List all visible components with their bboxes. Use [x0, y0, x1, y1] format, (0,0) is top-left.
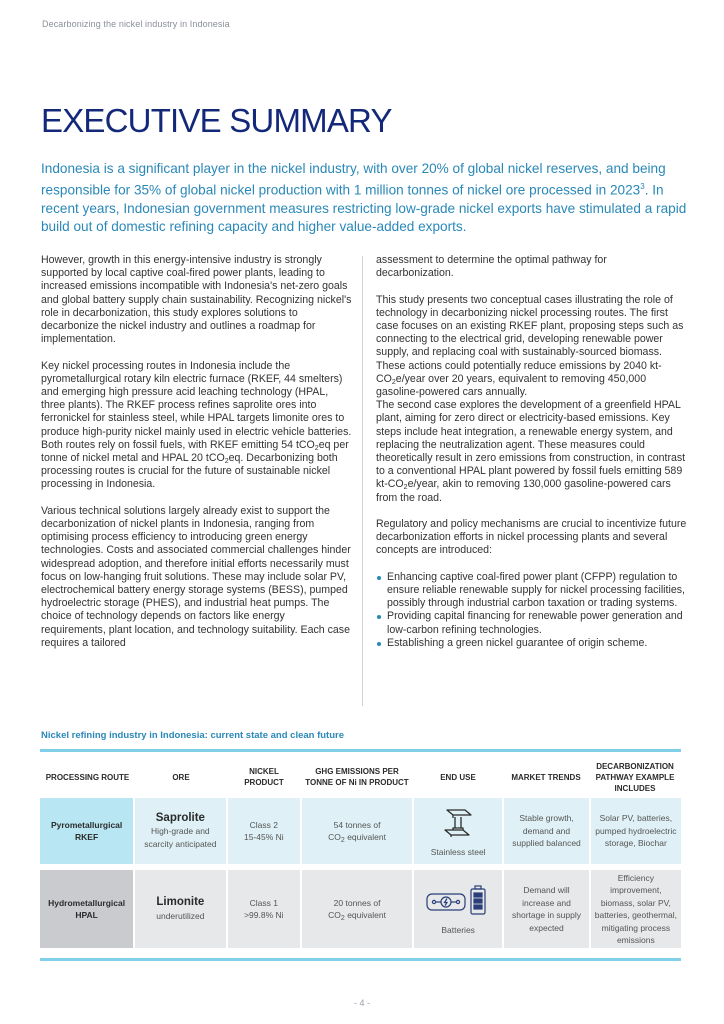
end-use-label: Batteries	[441, 925, 475, 936]
emissions-unit: $CO_2$ equivalent	[328, 910, 386, 922]
table-top-rule	[40, 749, 681, 752]
product-cell	[228, 870, 301, 948]
column-header: ORE	[172, 772, 190, 782]
market-cell: Stable growth, demand and supplied balanced	[504, 798, 588, 864]
left-column	[41, 254, 352, 663]
pathway-cell: Solar PV, batteries, pumped hydroelectric storage, Biochar	[591, 798, 681, 864]
paragraph: Various technical solutions largely already exist to support the decarbonization of nickel plants in Indonesia, ranging from optimising process efficiency to introducing green energy technologies. Costs and associated commercial challenges hinder widespread adoption, and therefore initial efforts necessarily must focus on low-hanging fruit solutions. These may include solar PV, electrochemical battery energy storage systems (BESS), pumped hydroelectric storage (PHES), and industrial heat pumps. The choice of technology depends on factors like energy requirements, plant location, and technology suitability. Each case requires a tailored	[41, 504, 351, 649]
route-cell: Pyrometallurgical RKEF	[40, 798, 133, 864]
paragraph: Key nickel processing routes in Indonesia include the pyrometallurgical rotary kiln electric furnace (RKEF, 44 smelters) and emerging high pressure acid leaching technology (HPAL, three plants). The RKEF process refines saprolite ores into ferronickel for stainless steel, while HPAL targets limonite ores to produce high-purity nickel mainly used in electric vehicle batteries. Both routes rely on fossil fuels, with RKEF emitting 54 tCO$_2$eq per tonne of nickel metal and HPAL 20 tCO$_2$eq. Decarbonizing both processing routes is crucial for the future of sustainable nickel processing in Indonesia.	[41, 359, 352, 491]
ore-description: underutilized	[156, 910, 205, 921]
bullet-list	[376, 571, 687, 650]
column-header: GHG EMISSIONS PER TONNE OF Ni IN PRODUCT	[305, 767, 409, 787]
end-use-label: Stainless steel	[430, 847, 486, 858]
steel-beam-icon	[441, 803, 475, 843]
emissions-value: 54 tonnes of	[333, 819, 381, 830]
pathway-cell: Efficiency improvement, biomass, solar PV, batteries, geothermal, mitigating process emissions	[591, 870, 681, 948]
battery-icon	[425, 881, 491, 921]
footnote-ref: 3	[640, 182, 645, 192]
ore-cell	[135, 870, 225, 948]
emissions-unit: $CO_2$ equivalent	[328, 832, 386, 844]
emissions-cell	[302, 798, 412, 864]
product-cell	[228, 798, 301, 864]
list-item: Establishing a green nickel guarantee of origin scheme.	[376, 637, 687, 650]
table-title: Nickel refining industry in Indonesia: current state and clean future	[41, 730, 345, 741]
ore-cell	[135, 798, 225, 864]
list-item: Providing capital financing for renewable power generation and low-carbon refining technologies.	[376, 610, 687, 636]
ore-description: High-grade and scarcity anticipated	[144, 826, 217, 849]
product-purity: 15-45% Ni	[243, 832, 284, 842]
paragraph: However, growth in this energy-intensive industry is strongly supported by local captive coal-fired power plants, leading to increased emissions incompatible with Indonesia's net-zero goals and global battery supply chain sustainability. Recognizing nickel's role in decarbonization, this study explores solutions to decarbonize the nickel industry and outlines a roadmap for implementation.	[41, 254, 352, 346]
ore-name: Limonite	[156, 896, 205, 908]
column-header: PROCESSING ROUTE	[45, 772, 130, 782]
table-row	[40, 798, 681, 864]
paragraph: Regulatory and policy mechanisms are crucial to incentivize future decarbonization efforts in nickel processing plants and several concepts are introduced:	[376, 518, 687, 557]
column-divider	[362, 256, 363, 706]
market-cell: Demand will increase and shortage in supply expected	[504, 870, 588, 948]
list-item: Enhancing captive coal-fired power plant (CFPP) regulation to ensure reliable renewable supply for nickel processing facilities, possibly through industrial carbon taxation or trading systems.	[376, 571, 687, 611]
right-column	[376, 254, 687, 650]
emissions-cell	[302, 870, 412, 948]
column-header: MARKET TRENDS	[511, 772, 581, 782]
table-row	[40, 870, 681, 948]
emissions-value: 20 tonnes of	[333, 897, 381, 908]
table-bottom-rule	[40, 958, 681, 961]
table-header-row	[40, 756, 681, 798]
intro-paragraph	[41, 160, 691, 236]
end-use-cell	[414, 870, 502, 948]
product-class: Class 1	[249, 897, 278, 908]
running-header: Decarbonizing the nickel industry in Indonesia	[42, 19, 230, 29]
page-title: EXECUTIVE SUMMARY	[41, 102, 392, 139]
nickel-table	[40, 756, 681, 948]
paragraph: assessment to determine the optimal pathway for decarbonization.	[376, 254, 607, 280]
ore-name: Saprolite	[155, 811, 205, 824]
product-class: Class 2	[249, 819, 278, 830]
product-purity: >99.8% Ni	[244, 910, 284, 920]
column-header: NICKEL PRODUCT	[244, 767, 284, 787]
end-use-cell	[414, 798, 502, 864]
paragraph: This study presents two conceptual cases illustrating the role of technology in decarbonizing nickel processing routes. The first case focuses on an existing RKEF plant, proposing steps such as connecting to the electrical grid, developing renewable power supply, and replacing coal with sustainably-sourced biomass. These actions could potentially reduce emissions by 2040 $kt-CO_2e$/year over 20 years, equivalent to removing 450,000 gasoline-powered cars annually. The second case explores the development of a greenfield HPAL plant, aiming for zero direct or electricity-based emissions. Key steps include heat integration, a renewable energy system, and replacing the neutralization agent. These measures could theoretically result in zero emissions from construction, in contrast to a conventional HPAL plant powered by fossil fuels emitting 589 $kt-CO_2e$/year, akin to removing 130,000 gasoline-powered cars from the road.	[376, 293, 686, 504]
intro-text: Indonesia is a significant player in the nickel industry, with over 20% of global nickel reserves, and being responsible for 35% of global nickel production with 1 million tonnes of nickel ore processed in 2023	[41, 161, 666, 198]
intro-text-after: . In recent years, Indonesian government measures restricting low-grade nickel exports have stimulated a rapid build out of domestic refining capacity and higher value-added exports.	[41, 182, 687, 235]
route-cell: Hydrometallurgical HPAL	[40, 870, 133, 948]
column-header: DECARBONIZATION PATHWAY EXAMPLE INCLUDES	[595, 761, 675, 793]
page-number: - 4 -	[353, 998, 370, 1008]
column-header: END USE	[440, 772, 476, 782]
